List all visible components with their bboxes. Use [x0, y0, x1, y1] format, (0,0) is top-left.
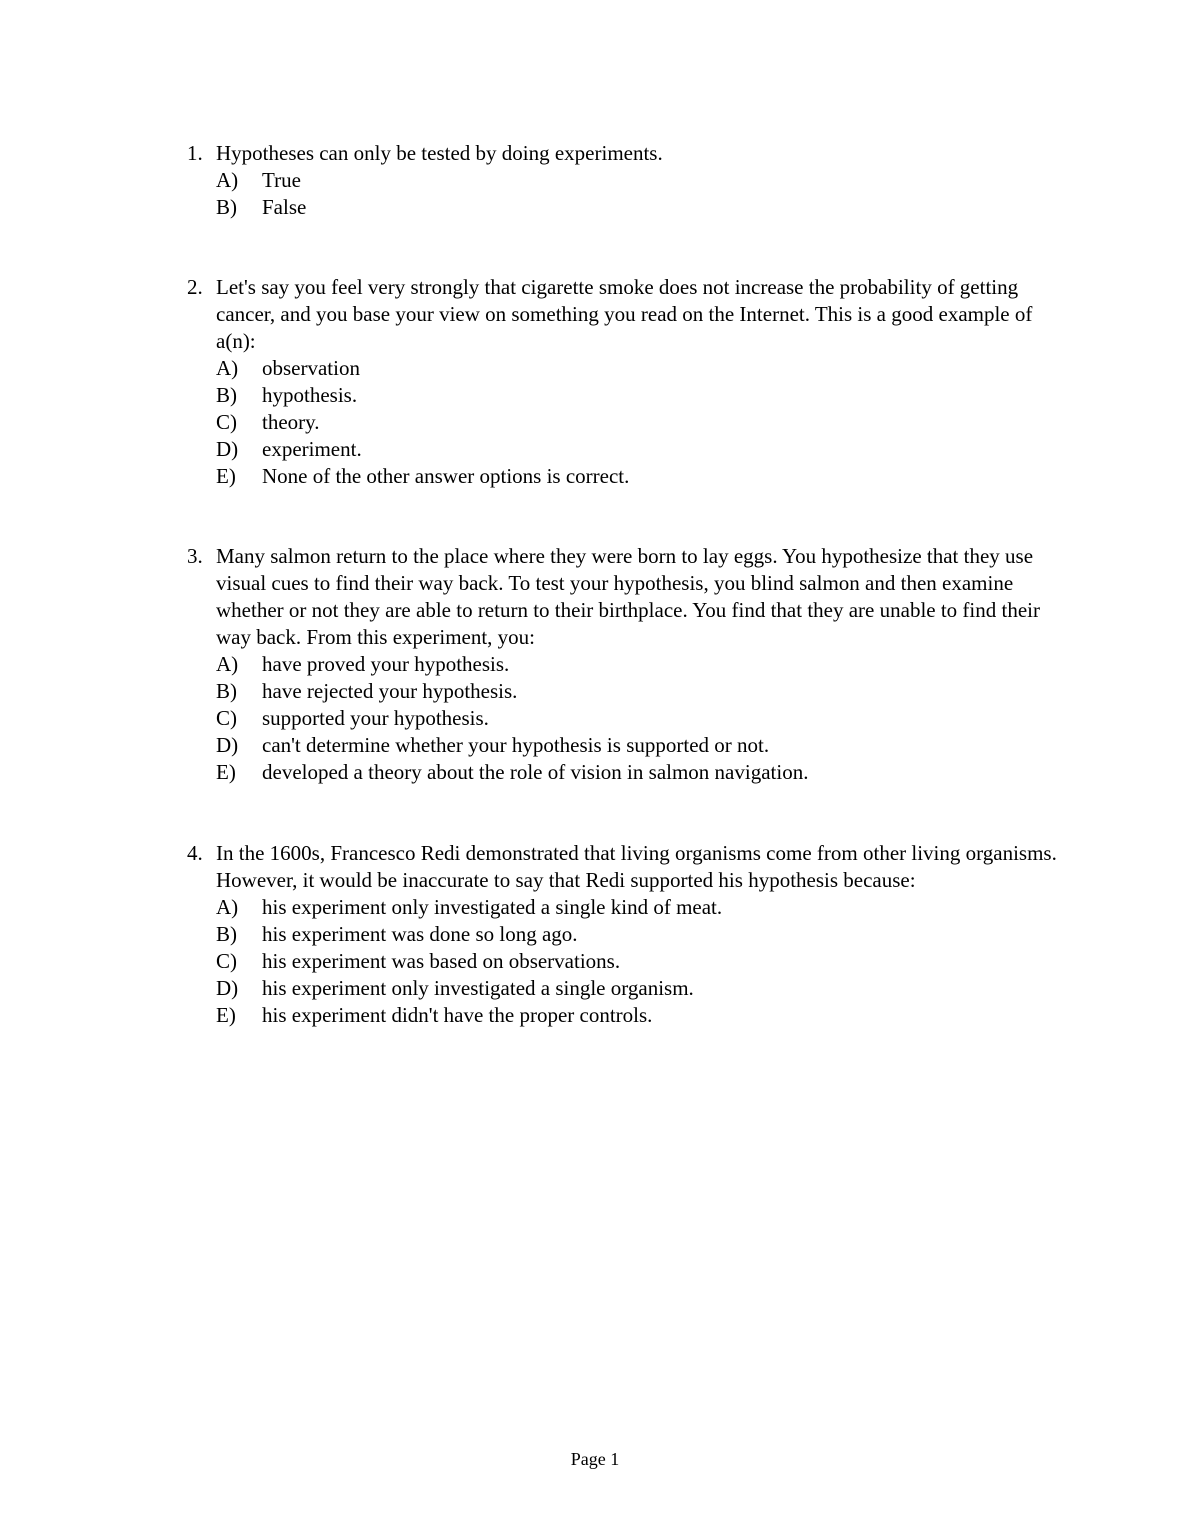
answer-option	[216, 894, 1057, 921]
answer-options	[216, 355, 1057, 490]
option-text: supported your hypothesis.	[262, 706, 489, 730]
option-text: developed a theory about the role of vision in salmon navigation.	[262, 760, 809, 784]
option-letter: D)	[216, 733, 239, 757]
option-text: his experiment only investigated a single kind of meat.	[262, 895, 723, 919]
question-text: In the 1600s, Francesco Redi demonstrated that living organisms come from other living organisms. However, it would be inaccurate to say that Redi supported his hypothesis because:	[216, 841, 1057, 892]
option-letter: B)	[216, 195, 237, 219]
option-text: his experiment was based on observations.	[262, 949, 621, 973]
answer-option	[216, 355, 1057, 382]
question-body	[216, 543, 1057, 786]
answer-option	[216, 436, 1057, 463]
option-letter: A)	[216, 652, 239, 676]
option-letter: C)	[216, 949, 237, 973]
question-number: 2.	[187, 275, 203, 299]
question-3	[187, 543, 1057, 786]
question-list	[187, 140, 1057, 1029]
option-letter: D)	[216, 976, 239, 1000]
option-letter: A)	[216, 168, 239, 192]
option-letter: A)	[216, 895, 239, 919]
answer-option	[216, 921, 1057, 948]
option-text: can't determine whether your hypothesis is supported or not.	[262, 733, 770, 757]
option-letter: C)	[216, 706, 237, 730]
option-text: True	[262, 168, 301, 192]
option-letter: B)	[216, 922, 237, 946]
question-1	[187, 140, 1057, 221]
answer-option	[216, 463, 1057, 490]
option-text: his experiment only investigated a single organism.	[262, 976, 694, 1000]
question-text: Let's say you feel very strongly that cigarette smoke does not increase the probability of getting cancer, and you base your view on something you read on the Internet. This is a good example of a(n):	[216, 275, 1033, 353]
question-number: 4.	[187, 841, 203, 865]
option-text: his experiment was done so long ago.	[262, 922, 578, 946]
option-text: have rejected your hypothesis.	[262, 679, 518, 703]
option-text: his experiment didn't have the proper controls.	[262, 1003, 653, 1027]
answer-options	[216, 894, 1057, 1029]
question-text: Hypotheses can only be tested by doing experiments.	[216, 141, 663, 165]
option-text: None of the other answer options is correct.	[262, 464, 630, 488]
question-number: 3.	[187, 544, 203, 568]
page-number: Page 1	[570, 1449, 620, 1469]
answer-option	[216, 651, 1057, 678]
option-letter: C)	[216, 410, 237, 434]
question-body	[216, 840, 1057, 1029]
option-text: theory.	[262, 410, 320, 434]
option-letter: E)	[216, 464, 236, 488]
option-letter: E)	[216, 1003, 236, 1027]
option-letter: B)	[216, 383, 237, 407]
question-4	[187, 840, 1057, 1029]
answer-option	[216, 194, 1057, 221]
answer-option	[216, 678, 1057, 705]
question-2	[187, 274, 1057, 490]
answer-option	[216, 705, 1057, 732]
answer-option	[216, 732, 1057, 759]
question-body	[216, 274, 1057, 490]
option-letter: D)	[216, 437, 239, 461]
option-text: hypothesis.	[262, 383, 358, 407]
question-body	[216, 140, 1057, 221]
answer-options	[216, 167, 1057, 221]
question-text: Many salmon return to the place where they were born to lay eggs. You hypothesize that they use visual cues to find their way back. To test your hypothesis, you blind salmon and then examine whether or not they are able to return to their birthplace. You find that they are unable to find their way back. From this experiment, you:	[216, 544, 1040, 649]
option-letter: B)	[216, 679, 237, 703]
option-letter: A)	[216, 356, 239, 380]
option-text: experiment.	[262, 437, 362, 461]
question-number: 1.	[187, 141, 203, 165]
option-text: observation	[262, 356, 360, 380]
option-text: False	[262, 195, 307, 219]
answer-option	[216, 1002, 1057, 1029]
answer-option	[216, 759, 1057, 786]
answer-option	[216, 167, 1057, 194]
answer-option	[216, 382, 1057, 409]
answer-options	[216, 651, 1057, 786]
option-letter: E)	[216, 760, 236, 784]
option-text: have proved your hypothesis.	[262, 652, 510, 676]
answer-option	[216, 409, 1057, 436]
answer-option	[216, 948, 1057, 975]
answer-option	[216, 975, 1057, 1002]
